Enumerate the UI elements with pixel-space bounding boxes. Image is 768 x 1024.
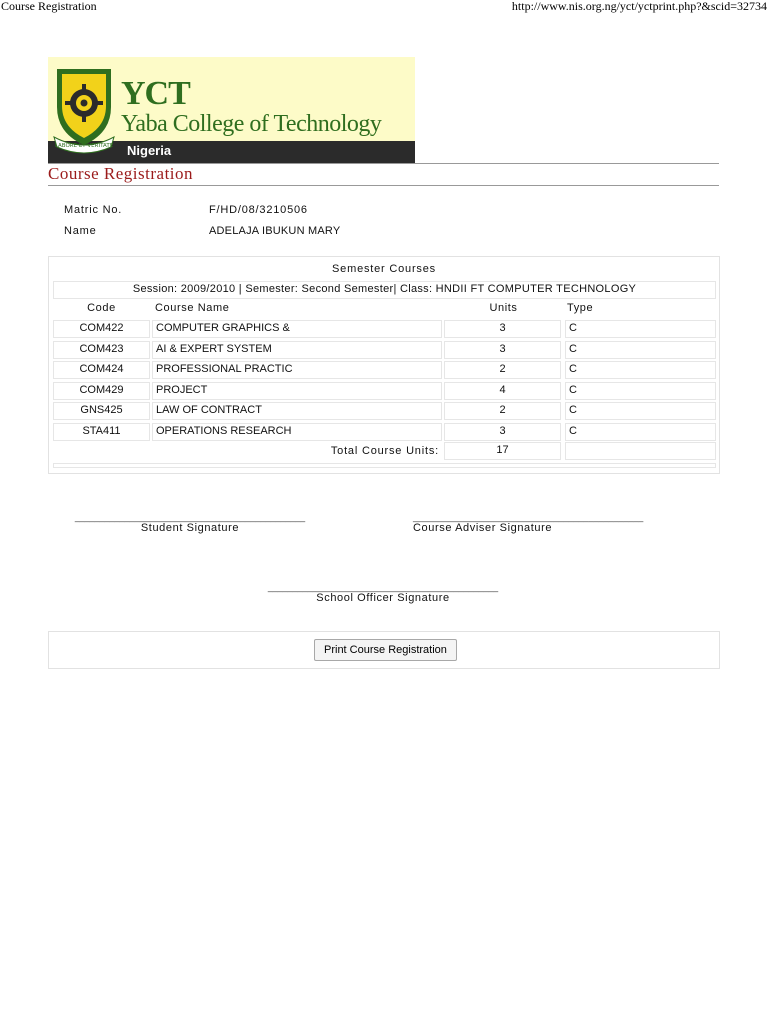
matric-value: F/HD/08/3210506 [209,204,308,216]
courses-table [48,256,720,474]
course-units-cell: 3 [444,320,561,338]
total-label: Total Course Units: [330,445,439,457]
name-label: Name [64,225,97,237]
courses-heading: Semester Courses [332,263,436,275]
total-value: 17 [444,442,561,460]
college-crest-icon [51,63,117,155]
header-code: Code [87,302,116,314]
adviser-signature-label: Course Adviser Signature [413,522,553,534]
table-footer-cell [53,463,716,468]
name-value: ADELAJA IBUKUN MARY [209,225,341,237]
officer-signature-label: School Officer Signature [316,592,450,604]
course-type-cell: C [565,402,716,420]
course-units-cell: 2 [444,361,561,379]
header-type: Type [567,302,594,314]
course-name-cell: COMPUTER GRAPHICS & [152,320,442,338]
college-acronym: YCT [121,75,190,112]
header-course-name: Course Name [155,302,230,314]
matric-label: Matric No. [64,204,123,216]
course-code-cell: STA411 [53,423,150,441]
course-units-cell: 2 [444,402,561,420]
page-title: Course Registration [48,164,194,183]
total-type-cell [565,442,716,460]
title-rule-bottom [48,185,719,186]
course-name-cell: AI & EXPERT SYSTEM [152,341,442,359]
course-name-cell: OPERATIONS RESEARCH [152,423,442,441]
course-code-cell: COM423 [53,341,150,359]
course-type-cell: C [565,320,716,338]
crest-motto: LABORE ET VERITATE [54,143,114,149]
officer-signature [243,582,523,604]
officer-signature-line: ______________________________________________ [267,582,499,592]
course-code-cell: COM429 [53,382,150,400]
course-name-cell: PROFESSIONAL PRACTIC [152,361,442,379]
print-button-container [48,631,720,669]
college-name: Yaba College of Technology [121,111,382,137]
course-units-cell: 4 [444,382,561,400]
course-type-cell: C [565,361,716,379]
student-signature [50,512,330,534]
course-code-cell: GNS425 [53,402,150,420]
course-type-cell: C [565,423,716,441]
print-course-registration-button[interactable]: Print Course Registration [314,639,457,661]
course-code-cell: COM424 [53,361,150,379]
header-units: Units [489,302,518,314]
course-units-cell: 3 [444,341,561,359]
course-type-cell: C [565,382,716,400]
college-banner [48,57,415,163]
session-line: Session: 2009/2010 | Semester: Second Semester| Class: HNDII FT COMPUTER TECHNOLOGY [53,281,716,299]
print-header-url: http://www.nis.org.ng/yct/yctprint.php?&scid=32734 [511,0,767,13]
college-country: Nigeria [127,143,172,158]
print-header [0,0,768,16]
adviser-signature [413,512,693,534]
print-header-title: Course Registration [1,0,97,13]
course-type-cell: C [565,341,716,359]
adviser-signature-line: ______________________________________________ [413,512,644,522]
student-signature-line: ______________________________________________ [74,512,306,522]
course-name-cell: LAW OF CONTRACT [152,402,442,420]
student-signature-label: Student Signature [140,522,240,534]
course-name-cell: PROJECT [152,382,442,400]
course-code-cell: COM422 [53,320,150,338]
course-units-cell: 3 [444,423,561,441]
